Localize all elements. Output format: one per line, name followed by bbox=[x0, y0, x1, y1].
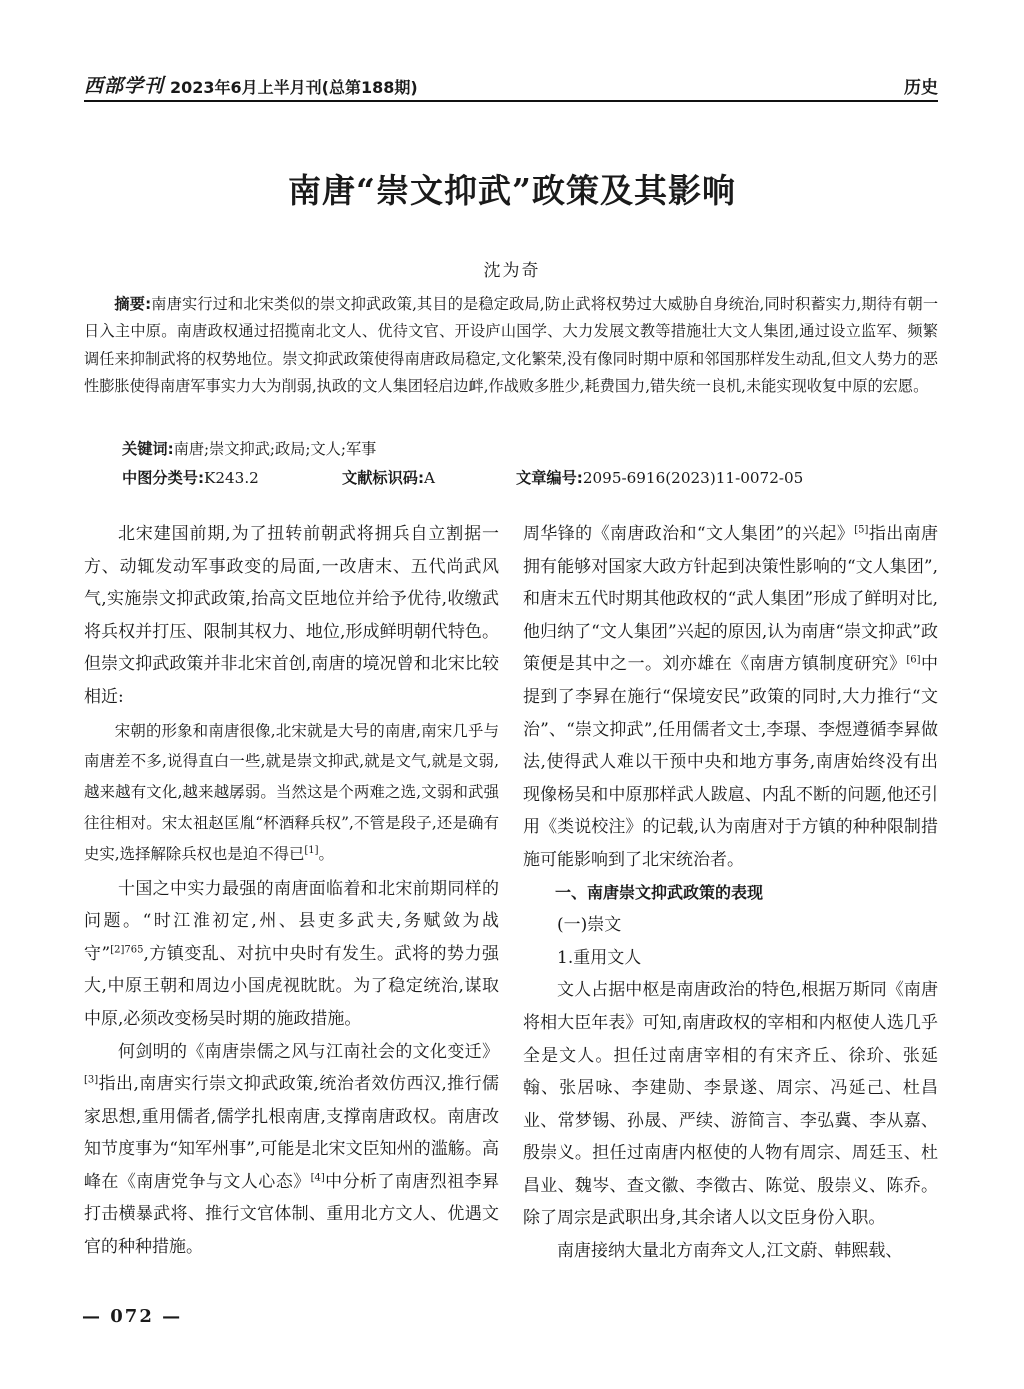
article-number bbox=[516, 467, 803, 488]
keywords bbox=[122, 438, 376, 459]
clc-value: K243.2 bbox=[204, 469, 259, 487]
paragraph: 北宋建国前期,为了扭转前朝武将拥兵自立割据一方、动辄发动军事政变的局面,一改唐末、五代尚武风气,实施崇文抑武政策,抬高文臣地位并给予优待,收缴武将兵权并打压、限制其权力、地位,形成鲜明朝代特色。但崇文抑武政策并非北宋首创,南唐的境况曾和北宋比较相近: bbox=[84, 524, 499, 707]
subsection-heading: (一)崇文 bbox=[557, 915, 622, 936]
author-name: 沈为奇 bbox=[483, 261, 541, 281]
citation-ref: [2]765 bbox=[110, 944, 144, 956]
article-number-label: 文章编号: bbox=[516, 469, 583, 487]
citation-ref: [5] bbox=[854, 524, 869, 536]
quote-end: 。 bbox=[318, 844, 334, 863]
classification-line bbox=[122, 467, 942, 491]
paragraph-text: 中分析了南唐烈祖李昪打击横暴武将、推行文官体制、重用北方文人、优遇文官的种种措施。 bbox=[84, 1171, 500, 1258]
paragraph-text: ,方镇变乱、对抗中央时有发生。武将的势力强大,中原王朝和周边小国虎视眈眈。为了稳定统治,谋取中原,必须改变杨吴时期的施政措施。 bbox=[84, 943, 499, 1029]
paragraph bbox=[523, 518, 938, 877]
paragraph bbox=[84, 1036, 499, 1264]
citation-ref: [6] bbox=[906, 654, 921, 666]
paragraph: 文人占据中枢是南唐政治的特色,根据万斯同《南唐将相大臣年表》可知,南唐政权的宰相和内枢使人选几乎全是文人。担任过南唐宰相的有宋齐丘、徐玠、张延翰、张居咏、李建勋、李景遂、周宗、冯延己、杜昌业、常梦锡、孙晟、严续、游简言、李弘冀、李从嘉、殷崇义。担任过南唐内枢使的人物有周宗、周廷玉、杜昌业、魏岑、查文徽、李徵古、陈觉、殷崇义、陈乔。除了周宗是武职出身,其余诸人以文臣身份入职。 bbox=[523, 980, 938, 1229]
article-title: 南唐“崇文抑武”政策及其影响 bbox=[288, 171, 736, 210]
paragraph-text: 中提到了李昪在施行“保境安民”政策的同时,大力推行“文治”、“崇文抑武”,任用儒者文士,李璟、李煜遵循李昪做法,使得武人难以干预中央和地方事务,南唐始终没有出现像杨吴和中原那样武人跋扈、内乱不断的问题,他还引用《类说校注》的记载,认为南唐对于方镇的种种限制措施可能影响到了北宋统治者。 bbox=[523, 654, 939, 870]
paragraph-text: 周华锋的《南唐政治和“文人集团”的兴起》 bbox=[523, 524, 855, 544]
paragraph-text: 十国之中实力最强的南唐面临着和北宋前期同样的问题。“时江淮初定,州、县吏多武夫,务赋敛为战守” bbox=[84, 878, 499, 964]
issue-info: 2023年6月上半月刊(总第188期) bbox=[170, 78, 418, 97]
abstract-text: 南唐实行过和北宋类似的崇文抑武政策,其目的是稳定政局,防止武将权势过大威胁自身统治,同时积蓄实力,期待有朝一日入主中原。南唐政权通过招揽南北文人、优待文官、开设庐山国学、大力发展文教等措施壮大文人集团,通过设立监军、频繁调任来抑制武将的权势地位。崇文抑武政策使得南唐政局稳定,文化繁荣,没有像同时期中原和邻国那样发生动乱,但文人势力的恶性膨胀使得南唐军事实力大为削弱,执政的文人集团轻启边衅,作战败多胜少,耗费国力,错失统一良机,未能实现收复中原的宏愿。 bbox=[84, 295, 939, 396]
doc-code bbox=[342, 467, 435, 488]
citation-ref: [4] bbox=[310, 1172, 325, 1184]
keywords-label: 关键词: bbox=[122, 440, 174, 458]
running-header bbox=[84, 72, 938, 98]
citation-ref: [1] bbox=[304, 844, 319, 856]
subsubsection-heading: 1.重用文人 bbox=[557, 947, 642, 968]
block-quote bbox=[84, 716, 499, 870]
journal-logo: 西部学刊 bbox=[84, 75, 165, 97]
left-column bbox=[84, 518, 499, 1264]
paragraph-text: 何剑明的《南唐崇儒之风与江南社会的文化变迁》 bbox=[118, 1041, 499, 1062]
section-label: 历史 bbox=[904, 78, 938, 98]
section-heading: 一、南唐崇文抑武政策的表现 bbox=[555, 882, 764, 902]
abstract-label: 摘要: bbox=[114, 295, 152, 313]
doc-code-value: A bbox=[424, 469, 435, 487]
citation-ref: [3] bbox=[84, 1074, 99, 1086]
page-number: — 072 — bbox=[82, 1306, 183, 1327]
doc-code-label: 文献标识码: bbox=[342, 469, 425, 487]
paragraph-text: 指出南唐拥有能够对国家大政方针起到决策性影响的“文人集团”,和唐末五代时期其他政权的“武人集团”形成了鲜明对比,他归纳了“文人集团”兴起的原因,认为南唐“崇文抑武”政策便是其中之一。刘亦雄在《南唐方镇制度研究》 bbox=[523, 524, 938, 675]
paragraph: 南唐接纳大量北方南奔文人,江文蔚、韩熙载、 bbox=[557, 1241, 903, 1262]
clc-number bbox=[122, 467, 259, 488]
paragraph bbox=[84, 873, 499, 1036]
clc-label: 中图分类号: bbox=[122, 469, 205, 487]
keywords-text: 南唐;崇文抑武;政局;文人;军事 bbox=[173, 440, 377, 458]
quote-text: 宋朝的形象和南唐很像,北宋就是大号的南唐,南宋几乎与南唐差不多,说得直白一些,就是崇文抑武,就是文气,就是文弱,越来越有文化,越来越孱弱。当然这是个两难之选,文弱和武强往往相对。宋太祖赵匡胤“杯酒释兵权”,不管是段子,还是确有史实,选择解除兵权也是迫不得已 bbox=[84, 721, 499, 863]
abstract bbox=[84, 291, 938, 401]
article-number-value: 2095-6916(2023)11-0072-05 bbox=[582, 469, 804, 487]
right-column bbox=[523, 518, 938, 1268]
running-header-left bbox=[84, 71, 418, 98]
header-rule bbox=[84, 100, 938, 102]
paragraph-text: 指出,南唐实行崇文抑武政策,统治者效仿西汉,推行儒家思想,重用儒者,儒学扎根南唐,支撑南唐政权。南唐改知节度事为“知军州事”,可能是北宋文臣知州的滥觞。高峰在《南唐党争与文人心态》 bbox=[84, 1074, 499, 1192]
